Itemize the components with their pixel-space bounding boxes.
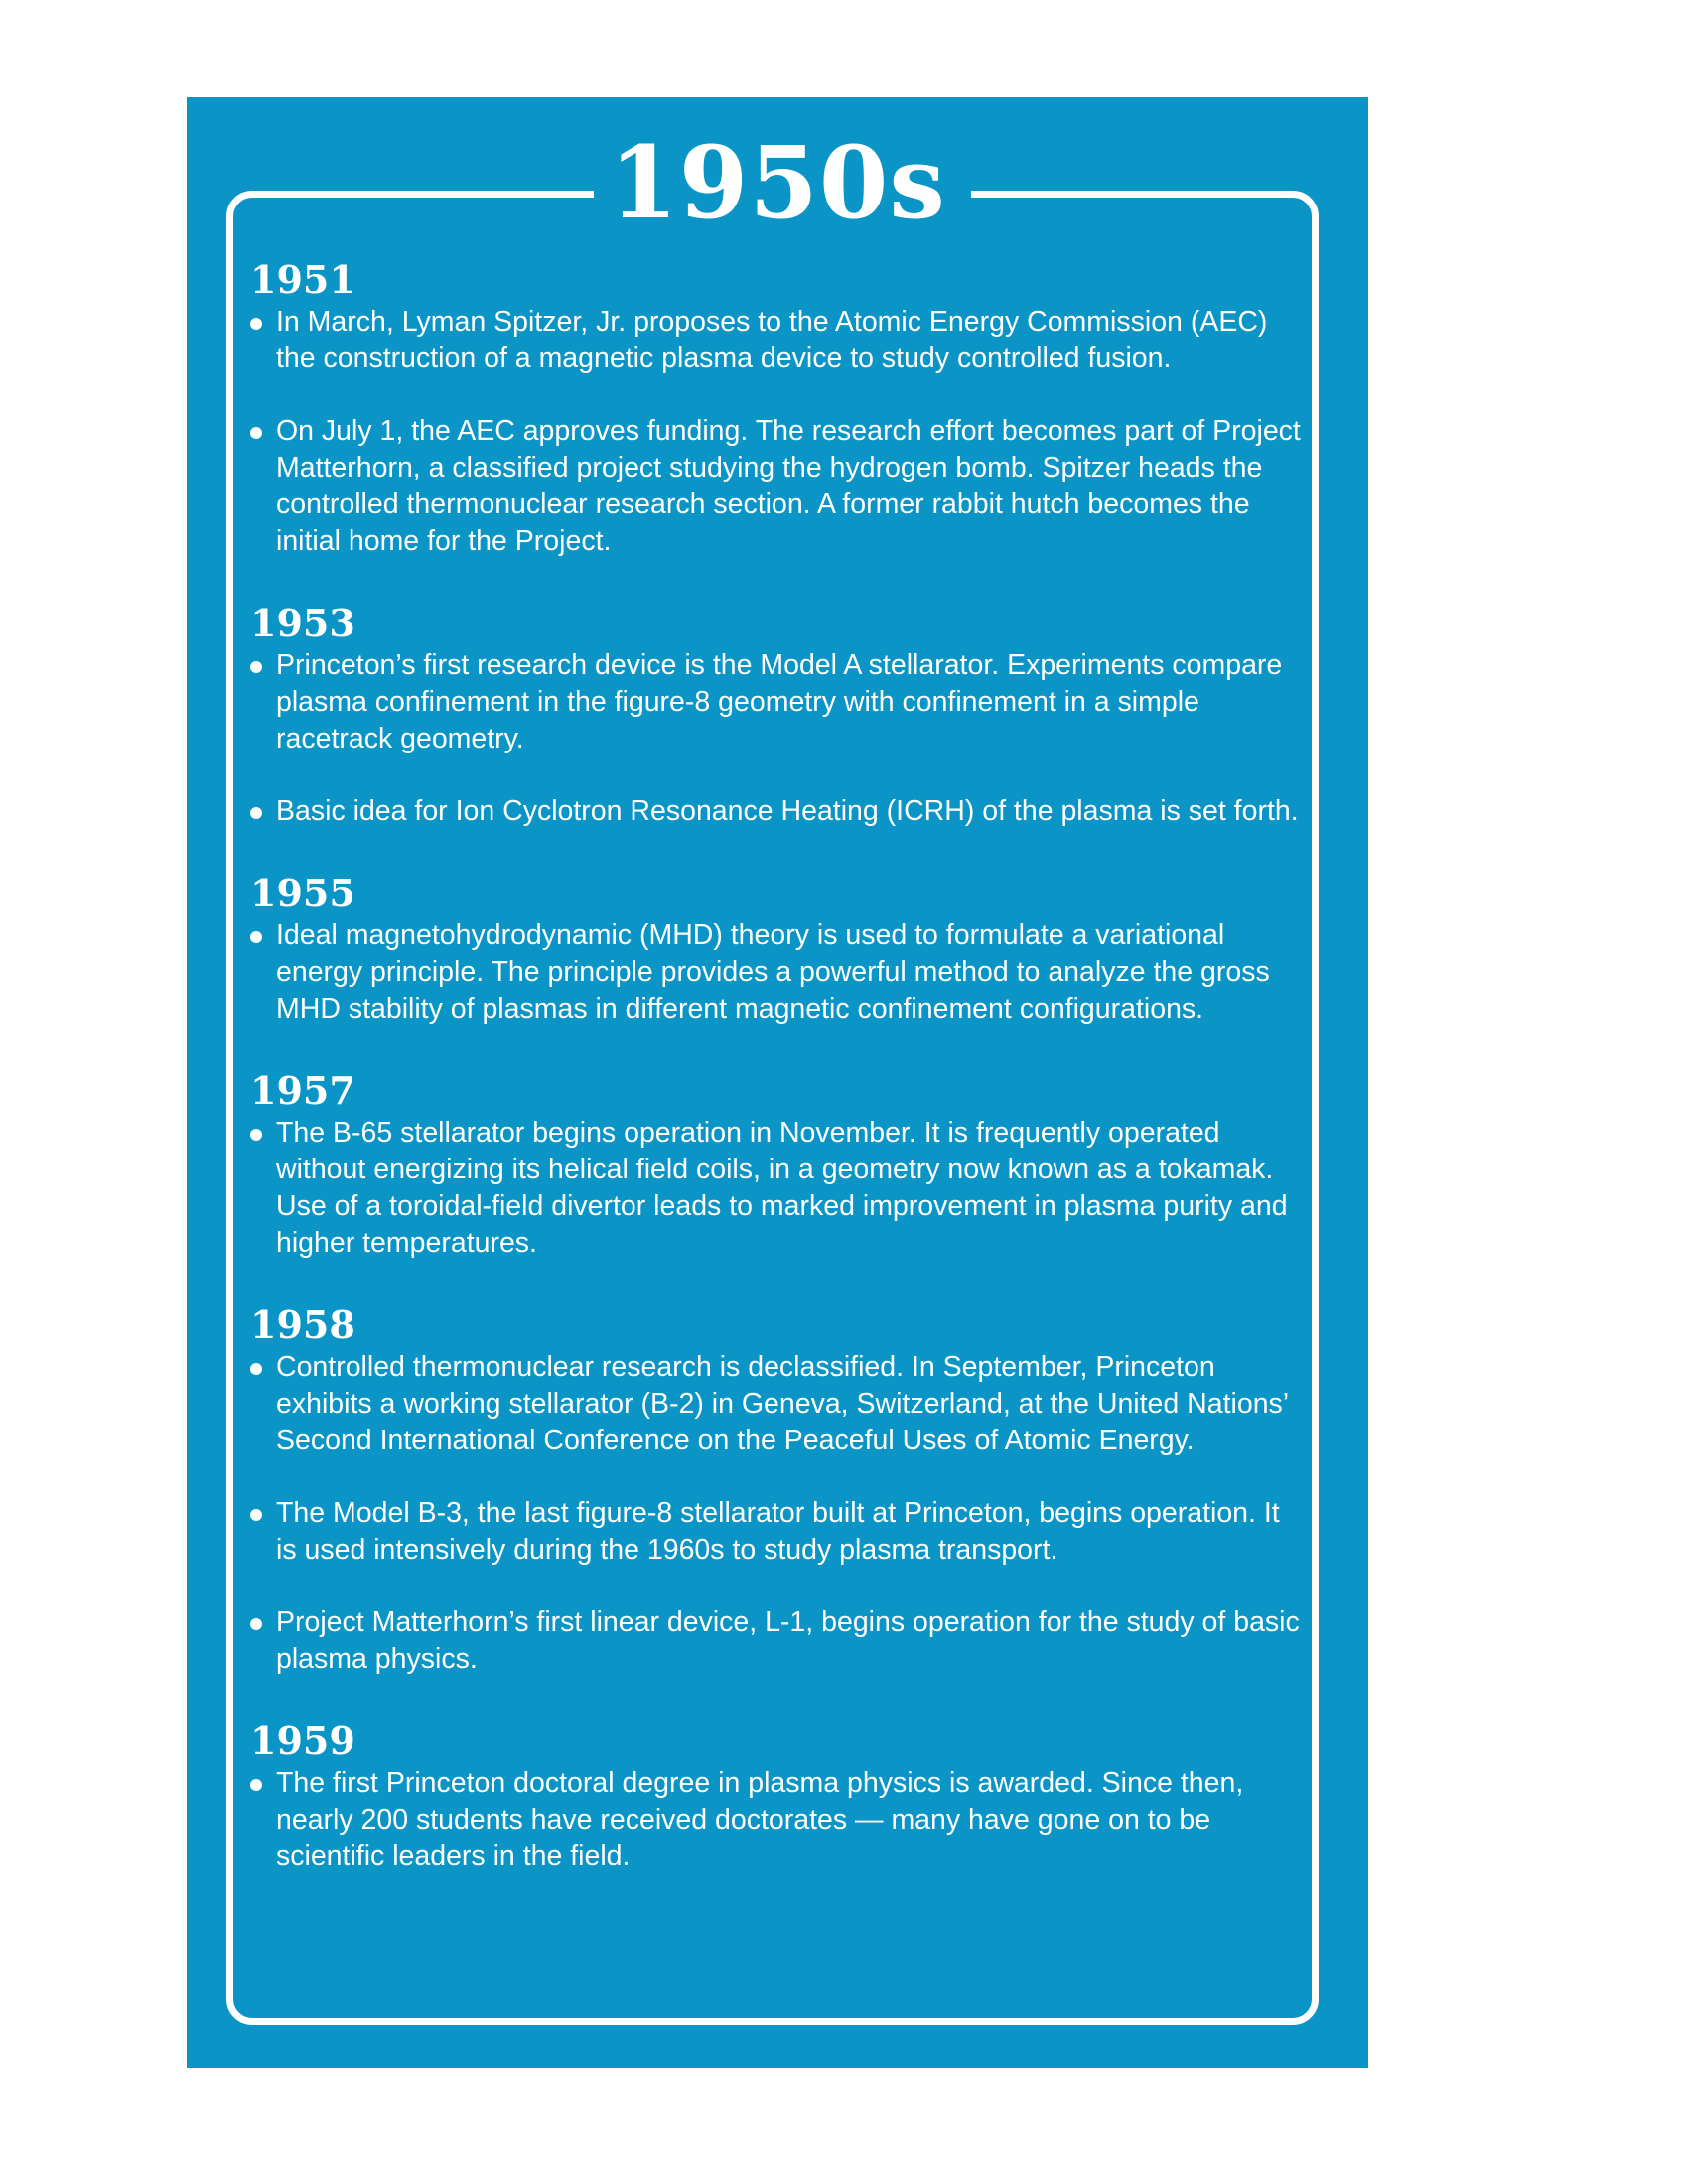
event-item (250, 304, 1303, 377)
event-list (250, 304, 1303, 560)
bullet-icon (250, 1363, 262, 1375)
year-section (250, 1301, 1303, 1678)
event-list (250, 1349, 1303, 1678)
event-list (250, 647, 1303, 830)
event-text: On July 1, the AEC approves funding. The research effort becomes part of Project Matterhorn, a classified project studying the hydrogen bomb. Spitzer heads the controlled thermonuclear research section. A former rabbit hutch becomes the initial home for the Project. (276, 415, 1301, 557)
event-text: Controlled thermonuclear research is declassified. In September, Princeton exhibits a working stellarator (B-2) in Geneva, Switzerland, at the United Nations’ Second International Conference on the Peaceful Uses of Atomic Energy. (276, 1351, 1289, 1456)
event-item (250, 1349, 1303, 1459)
bullet-icon (250, 1779, 262, 1791)
event-item (250, 917, 1303, 1027)
bullet-icon (250, 1129, 262, 1141)
timeline-panel (187, 97, 1368, 2068)
event-list (250, 1765, 1303, 1875)
event-item (250, 1604, 1303, 1678)
year-section (250, 600, 1303, 830)
bullet-icon (250, 1509, 262, 1521)
year-section (250, 1717, 1303, 1875)
year-section (250, 870, 1303, 1027)
year-heading: 1951 (250, 257, 355, 302)
bullet-icon (250, 1618, 262, 1630)
event-list (250, 1115, 1303, 1262)
bullet-icon (250, 931, 262, 943)
event-text: Princeton’s first research device is the Model A stellarator. Experiments compare plasma confinement in the figure-8 geometry with confinement in a simple racetrack geometry. (276, 649, 1283, 754)
event-text: The B-65 stellarator begins operation in November. It is frequently operated without energizing its helical field coils, in a geometry now known as a tokamak. Use of a toroidal-field divertor leads to marked improvement in plasma purity and higher temperatures. (276, 1117, 1288, 1259)
year-section (250, 1067, 1303, 1262)
year-heading: 1955 (250, 871, 355, 915)
year-heading: 1957 (250, 1068, 355, 1113)
timeline-content (250, 256, 1303, 1915)
event-text: The Model B-3, the last figure-8 stellarator built at Princeton, begins operation. It is used intensively during the 1960s to study plasma transport. (276, 1497, 1280, 1566)
decade-title: 1950s (609, 124, 946, 241)
bullet-icon (250, 661, 262, 673)
year-heading: 1958 (250, 1302, 355, 1347)
bullet-icon (250, 427, 262, 439)
bullet-icon (250, 318, 262, 330)
event-text: The first Princeton doctoral degree in plasma physics is awarded. Since then, nearly 200 students have received doctorates — many have gone on to be scientific leaders in the field. (276, 1767, 1244, 1872)
event-item (250, 647, 1303, 757)
year-section (250, 256, 1303, 560)
event-text: In March, Lyman Spitzer, Jr. proposes to the Atomic Energy Commission (AEC) the construction of a magnetic plasma device to study controlled fusion. (276, 306, 1268, 374)
event-text: Ideal magnetohydrodynamic (MHD) theory is used to formulate a variational energy principle. The principle provides a powerful method to analyze the gross MHD stability of plasmas in different magnetic confinement configurations. (276, 919, 1270, 1024)
event-item (250, 1115, 1303, 1262)
year-heading: 1953 (250, 601, 355, 645)
event-list (250, 917, 1303, 1027)
event-item (250, 1765, 1303, 1875)
year-heading: 1959 (250, 1718, 355, 1763)
event-item (250, 1495, 1303, 1569)
event-item (250, 793, 1303, 830)
event-item (250, 413, 1303, 560)
event-text: Project Matterhorn’s first linear device, L-1, begins operation for the study of basic plasma physics. (276, 1606, 1300, 1675)
event-text: Basic idea for Ion Cyclotron Resonance Heating (ICRH) of the plasma is set forth. (276, 795, 1299, 827)
bullet-icon (250, 807, 262, 819)
